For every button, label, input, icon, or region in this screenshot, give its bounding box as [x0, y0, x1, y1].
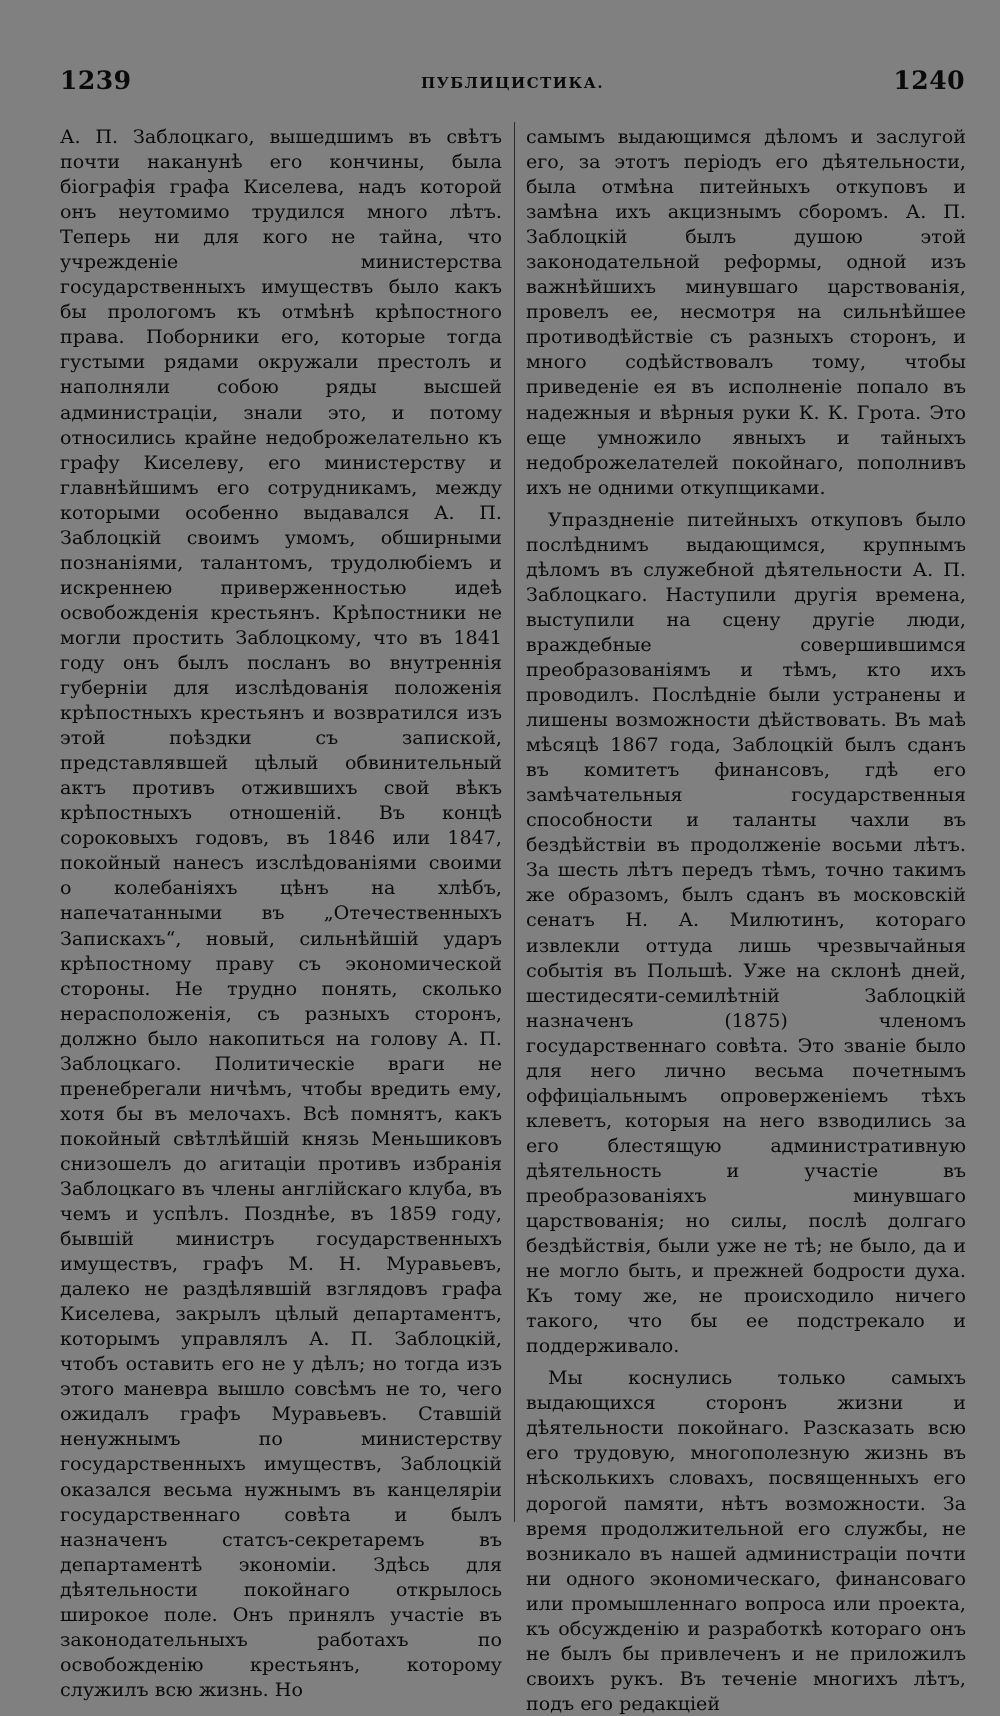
page-number-right: 1240	[893, 66, 965, 95]
right-paragraph-3: Мы коснулись только самыхъ выдающихся сторонъ жизни и дѣятельности покойнаго. Разсказать всю его трудовую, многополезную жизнь въ нѣсколькихъ словахъ, посвященныхъ его дорогой памяти, нѣтъ возможности. За время продолжительной его службы, не возникало въ нашей администраціи почти ни одного экономическаго, финансоваго или промышленнаго вопроса или проекта, къ обсужденію и разработкѣ котораго онъ не былъ бы привлеченъ и не приложилъ своихъ рукъ. Въ теченіе многихъ лѣтъ, подъ его редакціей	[526, 1366, 966, 1715]
page-number-left: 1239	[60, 66, 132, 95]
page-header	[60, 66, 965, 106]
right-paragraph-2: Упраздненіе питейныхъ откуповъ было послѣднимъ выдающимся, крупнымъ дѣломъ въ служебной дѣятельности А. П. Заблоцкаго. Наступили другія времена, выступили на сцену другіе люди, враждебные совершившимся преобразованіямъ и тѣмъ, кто ихъ проводилъ. Послѣдніе были устранены и лишены возможности дѣйствовать. Въ маѣ мѣсяцѣ 1867 года, Заблоцкій былъ сданъ въ комитетъ финансовъ, гдѣ его замѣчательныя государственныя способности и таланты чахли въ бездѣйствіи въ продолженіе восьми лѣтъ. За шесть лѣтъ передъ тѣмъ, точно такимъ же образомъ, былъ сданъ въ московскій сенатъ Н. А. Милютинъ, котораго извлекли оттуда лишь чрезвычайныя событія въ Польшѣ. Уже на склонѣ дней, шестидесяти-семилѣтній Заблоцкій назначенъ (1875) членомъ государственнаго совѣта. Это званіе было для него лично весьма почетнымъ оффиціальнымъ опроверженіемъ тѣхъ клеветъ, которыя на него взводились за его блестящую административную дѣятельность и участіе въ преобразованіяхъ минувшаго царствованія; но силы, послѣ долгаго бездѣйствія, были уже не тѣ; не было, да и не могло быть, и прежней бодрости духа. Къ тому же, не происходило ничего такого, что бы ее подстрекало и поддерживало.	[526, 507, 966, 1358]
left-paragraph-1: А. П. Заблоцкаго, вышедшимъ въ свѣтъ почти наканунѣ его кончины, была біографія графа Киселева, надъ которой онъ неутомимо трудился много лѣтъ. Теперь ни для кого не тайна, что учрежденіе министерства государственныхъ имуществъ было какъ бы прологомъ къ отмѣнѣ крѣпостного права. Поборники его, которые тогда густыми рядами окружали престолъ и наполняли собою ряды высшей администраціи, знали это, и потому относились крайне недоброжелательно къ графу Киселеву, его министерству и главнѣйшимъ его сотрудникамъ, между которыми особенно выдавался А. П. Заблоцкій своимъ умомъ, обширными познаніями, талантомъ, трудолюбіемъ и искреннею приверженностью идеѣ освобожденія крестьянъ. Крѣпостники не могли простить Заблоцкому, что въ 1841 году онъ былъ посланъ во внутреннія губерніи для изслѣдованія положенія крѣпостныхъ крестьянъ и возвратился изъ этой поѣздки съ запиской, представлявшей цѣлый обвинительный актъ противъ отжившихъ свой вѣкъ крѣпостныхъ отношеній. Въ концѣ сороковыхъ годовъ, въ 1846 или 1847, покойный нанесъ изслѣдованіями своими о колебаніяхъ цѣнъ на хлѣбъ, напечатанными въ „Отечественныхъ Запискахъ“, новый, сильнѣйшій ударъ крѣпостному праву съ экономической стороны. Не трудно понять, сколько нерасположенія, съ разныхъ сторонъ, должно было накопиться на голову А. П. Заблоцкаго. Политическіе враги не пренебрегали ничѣмъ, чтобы вредить ему, хотя бы въ мелочахъ. Всѣ помнятъ, какъ покойный свѣтлѣйшій князь Меньшиковъ снизошелъ до агитаціи противъ избранія Заблоцкаго въ члены англійскаго клуба, въ чемъ и успѣлъ. Позднѣе, въ 1859 году, бывшій министръ государственныхъ имуществъ, графъ М. Н. Муравьевъ, далеко не раздѣлявшій взглядовъ графа Киселева, закрылъ цѣлый департаментъ, которымъ управлялъ А. П. Заблоцкій, чтобъ оставить его не у дѣлъ; но тогда изъ этого маневра вышло совсѣмъ не то, чего ожидалъ графъ Муравьевъ. Ставшій ненужнымъ по министерству государственныхъ имуществъ, Заблоцкій оказался весьма нужнымъ въ канцеляріи государственнаго совѣта и былъ назначенъ статсъ-секретаремъ въ департаментѣ экономіи. Здѣсь для дѣятельности покойнаго открылось широкое поле. Онъ принялъ участіе въ законодательныхъ работахъ по освобожденію крестьянъ, которому служилъ всю жизнь. Но	[60, 125, 502, 1701]
right-column	[526, 124, 966, 1716]
running-title: ПУБЛИЦИСТИКА.	[420, 74, 605, 92]
left-column	[60, 124, 502, 1702]
column-divider	[514, 122, 515, 1522]
right-paragraph-1: самымъ выдающимся дѣломъ и заслугой его, за этотъ періодъ его дѣятельности, была отмѣна питейныхъ откуповъ и замѣна ихъ акцизнымъ сборомъ. А. П. Заблоцкій былъ душою этой законодательной реформы, одной изъ важнѣйшихъ минувшаго царствованія, провелъ ее, несмотря на сильнѣйшее противодѣйствіе съ разныхъ сторонъ, и много содѣйствовалъ тому, чтобы приведеніе ея въ исполненіе попало въ надежныя и вѣрныя руки К. К. Грота. Это еще умножило явныхъ и тайныхъ недоброжелателей покойнаго, пополнивъ ихъ не одними откупщиками.	[526, 125, 966, 499]
